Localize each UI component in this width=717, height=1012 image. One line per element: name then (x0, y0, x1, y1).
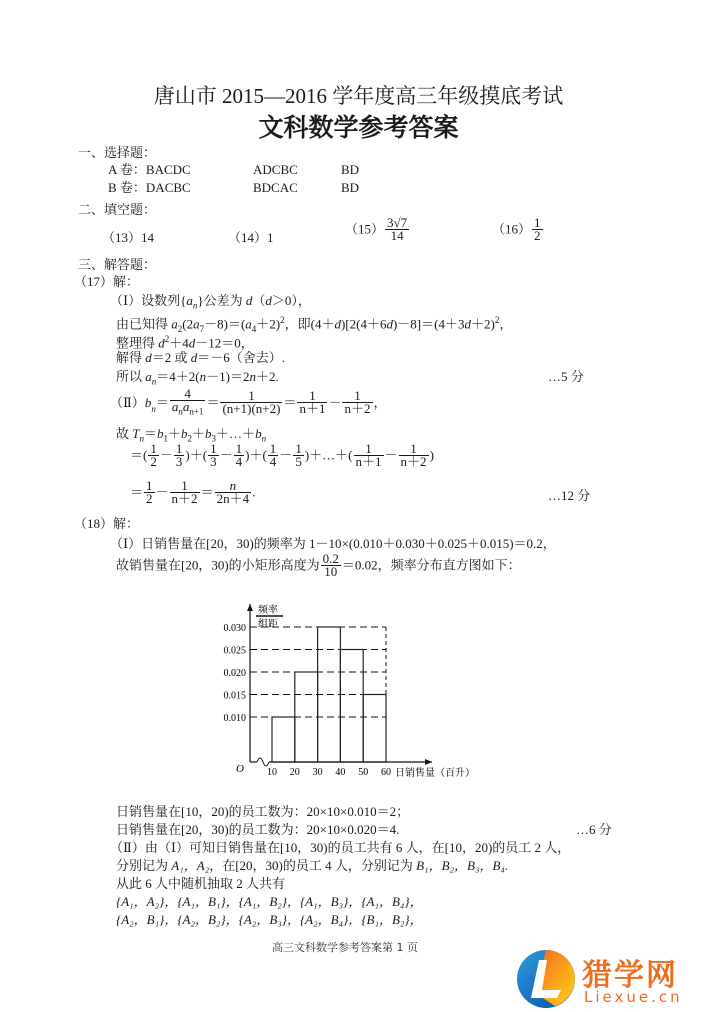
op: － (155, 484, 169, 500)
var: d (145, 350, 152, 365)
y-tick-label: 0.010 (223, 713, 246, 724)
score-6: …6 分 (576, 822, 612, 837)
denominator: 4 (235, 454, 243, 469)
histogram-bar (363, 695, 386, 763)
text: ＝2 或 (151, 350, 191, 365)
page-footer: 高三文科数学参考答案第 1 页 (272, 941, 418, 954)
op: ＝ (200, 484, 214, 500)
pair: {A₂，B₄}， (299, 912, 362, 927)
sup: 2 (164, 334, 170, 344)
q18-label: （18）解： (74, 516, 140, 531)
numerator: n (229, 478, 237, 493)
sub: n (192, 300, 198, 311)
text: （ (252, 293, 266, 308)
op: － (159, 447, 173, 463)
var: d (245, 293, 253, 308)
var: T (132, 426, 140, 441)
op: ＝ (130, 447, 144, 463)
pair: {A₁，A₂}， (116, 894, 178, 909)
x-tick-label: 60 (381, 767, 391, 778)
text: －1)＝2 (206, 369, 250, 384)
numerator: 1 (150, 441, 157, 456)
denominator: n＋1 (299, 401, 326, 417)
numerator: 1 (170, 480, 200, 493)
var: b (205, 426, 212, 441)
sub: 3 (211, 433, 217, 444)
op: ＝ (283, 394, 297, 410)
text: 所以 (116, 369, 146, 384)
text: （Ⅱ） (110, 394, 145, 410)
text: （Ⅰ）设数列{ (110, 293, 187, 308)
item-no: （14） (228, 230, 268, 245)
text: 整理得 (116, 335, 159, 351)
x-tick-label: 10 (267, 767, 277, 778)
denominator: 5 (295, 454, 302, 469)
paren: ) (429, 447, 434, 463)
op: ＋ (168, 426, 182, 441)
numerator: 1 (342, 390, 372, 403)
text: ＝－6（舍去）. (197, 350, 286, 365)
text: 故 (116, 426, 133, 441)
sub: n (178, 406, 183, 417)
section1-heading: 一、选择题： (78, 146, 157, 161)
names: B₁，B₂，B₃，B₄. (416, 858, 509, 873)
x-axis-label: 日销售量（百升） (395, 768, 475, 779)
var: d (334, 316, 341, 332)
op: － (279, 447, 293, 463)
sub: n (151, 403, 156, 414)
var: b (157, 426, 164, 441)
item-no: （16） (492, 221, 532, 237)
op: － (328, 394, 342, 410)
text: }公差为 (197, 293, 246, 308)
paren: ) (304, 447, 310, 463)
numerator: 1 (354, 443, 384, 456)
op: ＝ (206, 394, 220, 410)
denominator: 2 (534, 228, 541, 243)
var: a (193, 316, 200, 332)
text: 分别记为 (116, 858, 172, 873)
var: b (255, 426, 262, 441)
section3-heading: 三、解答题： (78, 258, 157, 273)
x-axis-arrow-icon (425, 759, 432, 765)
var: d (265, 293, 272, 308)
op: ， (373, 394, 387, 410)
op: ＋ (249, 447, 263, 463)
var: a (171, 399, 179, 414)
text: 故销售量在[20，30)的小矩形高度为 (116, 557, 320, 573)
op: ＝ (130, 484, 144, 500)
op: ＋ (189, 447, 203, 463)
var: a (182, 399, 190, 414)
var: d (188, 335, 196, 351)
text: ＋2. (255, 369, 279, 384)
sub: 2 (177, 323, 183, 334)
sub: 4 (251, 323, 257, 334)
q18-line3: 日销售量在[10，20)的员工数为：20×10×0.010＝2； (116, 804, 410, 819)
op: ＋…＋ (216, 426, 256, 441)
numerator: 1 (297, 390, 327, 403)
var: n (249, 369, 256, 384)
pair: {A₁，B₄}， (361, 894, 423, 909)
text: 由已知得 (116, 316, 172, 332)
y-tick-label: 0.025 (223, 645, 246, 657)
op: － (384, 447, 398, 463)
row-b-group2: BDCAC (253, 180, 298, 195)
denominator: 2n＋4 (216, 491, 250, 506)
pair: {A₂，B₁}， (116, 912, 178, 927)
y-tick-label: 0.020 (223, 668, 246, 679)
numerator: 1 (235, 441, 243, 456)
histogram-bar (340, 650, 363, 763)
liexue-logo-icon (515, 948, 577, 1010)
text: ，在[20，30)的员工 4 人，分别记为 (209, 858, 417, 873)
x-tick-label: 40 (335, 767, 346, 778)
row-b-group3: BD (341, 180, 360, 195)
item-no: （15） (345, 221, 385, 237)
text: ＋2) (470, 316, 495, 332)
x-tick-label: 30 (312, 767, 323, 778)
item-no: （13） (102, 230, 142, 245)
q18-line6 (116, 858, 508, 874)
pair: {A₁，B₁}， (177, 894, 239, 909)
histogram-bar (272, 717, 295, 762)
pair: {B₁，B₂}， (361, 912, 423, 927)
q18-line4: 日销售量在[20，30)的员工数为：20×10×0.020＝4. (116, 822, 400, 837)
numerator: 1 (175, 441, 183, 456)
denominator: (n+1)(n+2) (222, 401, 281, 417)
axis-break-icon (257, 758, 269, 766)
document-subtitle: 文科数学参考答案 (258, 113, 459, 142)
denominator: 10 (324, 564, 338, 579)
pairs-row-2 (116, 912, 423, 928)
section2-heading: 二、填空题： (78, 203, 157, 218)
text: －12＝0， (195, 335, 254, 351)
var: d (190, 350, 198, 365)
pair: {A₁，B₂}， (238, 894, 300, 909)
numerator: 0.2 (322, 551, 339, 566)
paren: ( (143, 447, 148, 463)
numerator: 1 (220, 390, 282, 403)
var: n (199, 369, 207, 384)
sub: n (139, 433, 144, 444)
q18-line5: （Ⅱ）由（Ⅰ）可知日销售量在[10，30)的员工共有 6 人，在[10，20)的员工 2 人， (110, 840, 571, 855)
numerator: 1 (295, 441, 302, 456)
text: ， (499, 316, 513, 332)
sub: n (151, 376, 157, 387)
sub: 1 (163, 433, 169, 444)
numerator: 1 (210, 441, 217, 456)
x-tick-label: 20 (289, 767, 300, 778)
var: d (158, 335, 165, 351)
op: ＋ (192, 426, 206, 441)
op: ＝ (144, 426, 158, 441)
text: 解得 (116, 350, 146, 365)
denominator: n＋2 (400, 454, 427, 469)
var: b (144, 394, 152, 410)
text: ＞0）， (271, 293, 311, 308)
pair: {A₂，B₂}， (177, 912, 239, 927)
row-label: B 卷： (108, 180, 146, 195)
pairs-row-1 (116, 894, 423, 910)
watermark-brand: 猎学网 (582, 958, 678, 993)
text: )－8]＝(4＋3 (392, 316, 465, 332)
group1: BACDC (145, 162, 191, 177)
y-tick-label: 0.015 (223, 690, 246, 702)
watermark-domain: Liexue.cn (584, 988, 683, 1006)
numerator: 1 (399, 443, 429, 456)
item-answer: 14 (141, 230, 155, 245)
text: (2 (182, 316, 194, 332)
var: d (386, 316, 393, 332)
text: －8)＝( (204, 316, 246, 332)
denominator: 2 (150, 454, 157, 469)
op: ＝ (155, 394, 169, 410)
text: )[2(4＋6 (340, 316, 387, 332)
text: ＝4＋2( (156, 369, 200, 384)
numerator: 1 (269, 441, 277, 456)
var: a (245, 316, 252, 332)
sup: 2 (280, 315, 285, 325)
numerator: 1 (534, 215, 541, 230)
op: ＋…＋ (309, 447, 349, 463)
sub: n (261, 433, 267, 444)
denominator: 4 (269, 454, 277, 469)
pair: {A₂，B₃}， (238, 912, 300, 927)
y-label-denominator: 组距 (258, 619, 278, 630)
text: ＋2) (256, 316, 281, 332)
paren: ) (185, 447, 190, 463)
pair: {A₁，B₃}， (299, 894, 362, 909)
var: b (181, 426, 188, 441)
var: d (464, 316, 471, 332)
text: ＋4 (169, 335, 189, 351)
item-answer: 1 (267, 230, 274, 245)
numerator: 1 (146, 478, 153, 493)
names: A₁，A₂ (171, 858, 210, 873)
denominator: 3 (210, 454, 217, 469)
var: a (145, 369, 152, 384)
denominator: n＋2 (171, 491, 198, 506)
denominator: n＋1 (355, 454, 382, 469)
paren: ( (262, 447, 267, 463)
sub: n+1 (189, 406, 204, 417)
y-tick-label: 0.030 (223, 623, 246, 634)
text: ＝0.02，频率分布直方图如下： (341, 557, 521, 573)
var: a (186, 293, 193, 308)
score-12: …12 分 (548, 488, 591, 503)
var: a (171, 316, 178, 332)
denominator: 14 (390, 228, 404, 243)
q17-label: （17）解： (74, 274, 140, 289)
origin-label: O (236, 763, 244, 775)
paren: ( (202, 447, 208, 463)
op: － (219, 447, 233, 463)
row-a-group2: ADCBC (253, 162, 298, 177)
denominator: n＋2 (344, 401, 371, 417)
denominator: 2 (146, 491, 153, 506)
paren: ( (348, 447, 353, 463)
group1: DACBC (145, 180, 191, 195)
text: ，即(4＋ (284, 316, 335, 332)
row-label: A 卷： (108, 162, 146, 177)
denominator: 3 (175, 454, 183, 469)
paren: ) (245, 447, 250, 463)
op: . (252, 484, 256, 500)
sub: 7 (199, 323, 205, 334)
score-5: …5 分 (548, 369, 584, 384)
sub: 2 (187, 433, 193, 444)
y-axis-arrow-icon (247, 604, 253, 611)
x-tick-label: 50 (358, 767, 369, 778)
q18-line7: 从此 6 人中随机抽取 2 人共有 (116, 876, 286, 891)
y-label-numerator: 频率 (258, 605, 278, 616)
row-a-group3: BD (341, 162, 360, 177)
sup: 2 (494, 315, 500, 325)
numerator: 4 (170, 388, 206, 401)
numerator: 3√7 (387, 215, 408, 230)
q18-line1: （Ⅰ）日销售量在[20，30)的频率为 1－10×(0.010＋0.030＋0.025＋0.015)＝0.2， (110, 536, 556, 551)
document-title: 唐山市 2015—2016 学年度高三年级摸底考试 (153, 84, 564, 108)
